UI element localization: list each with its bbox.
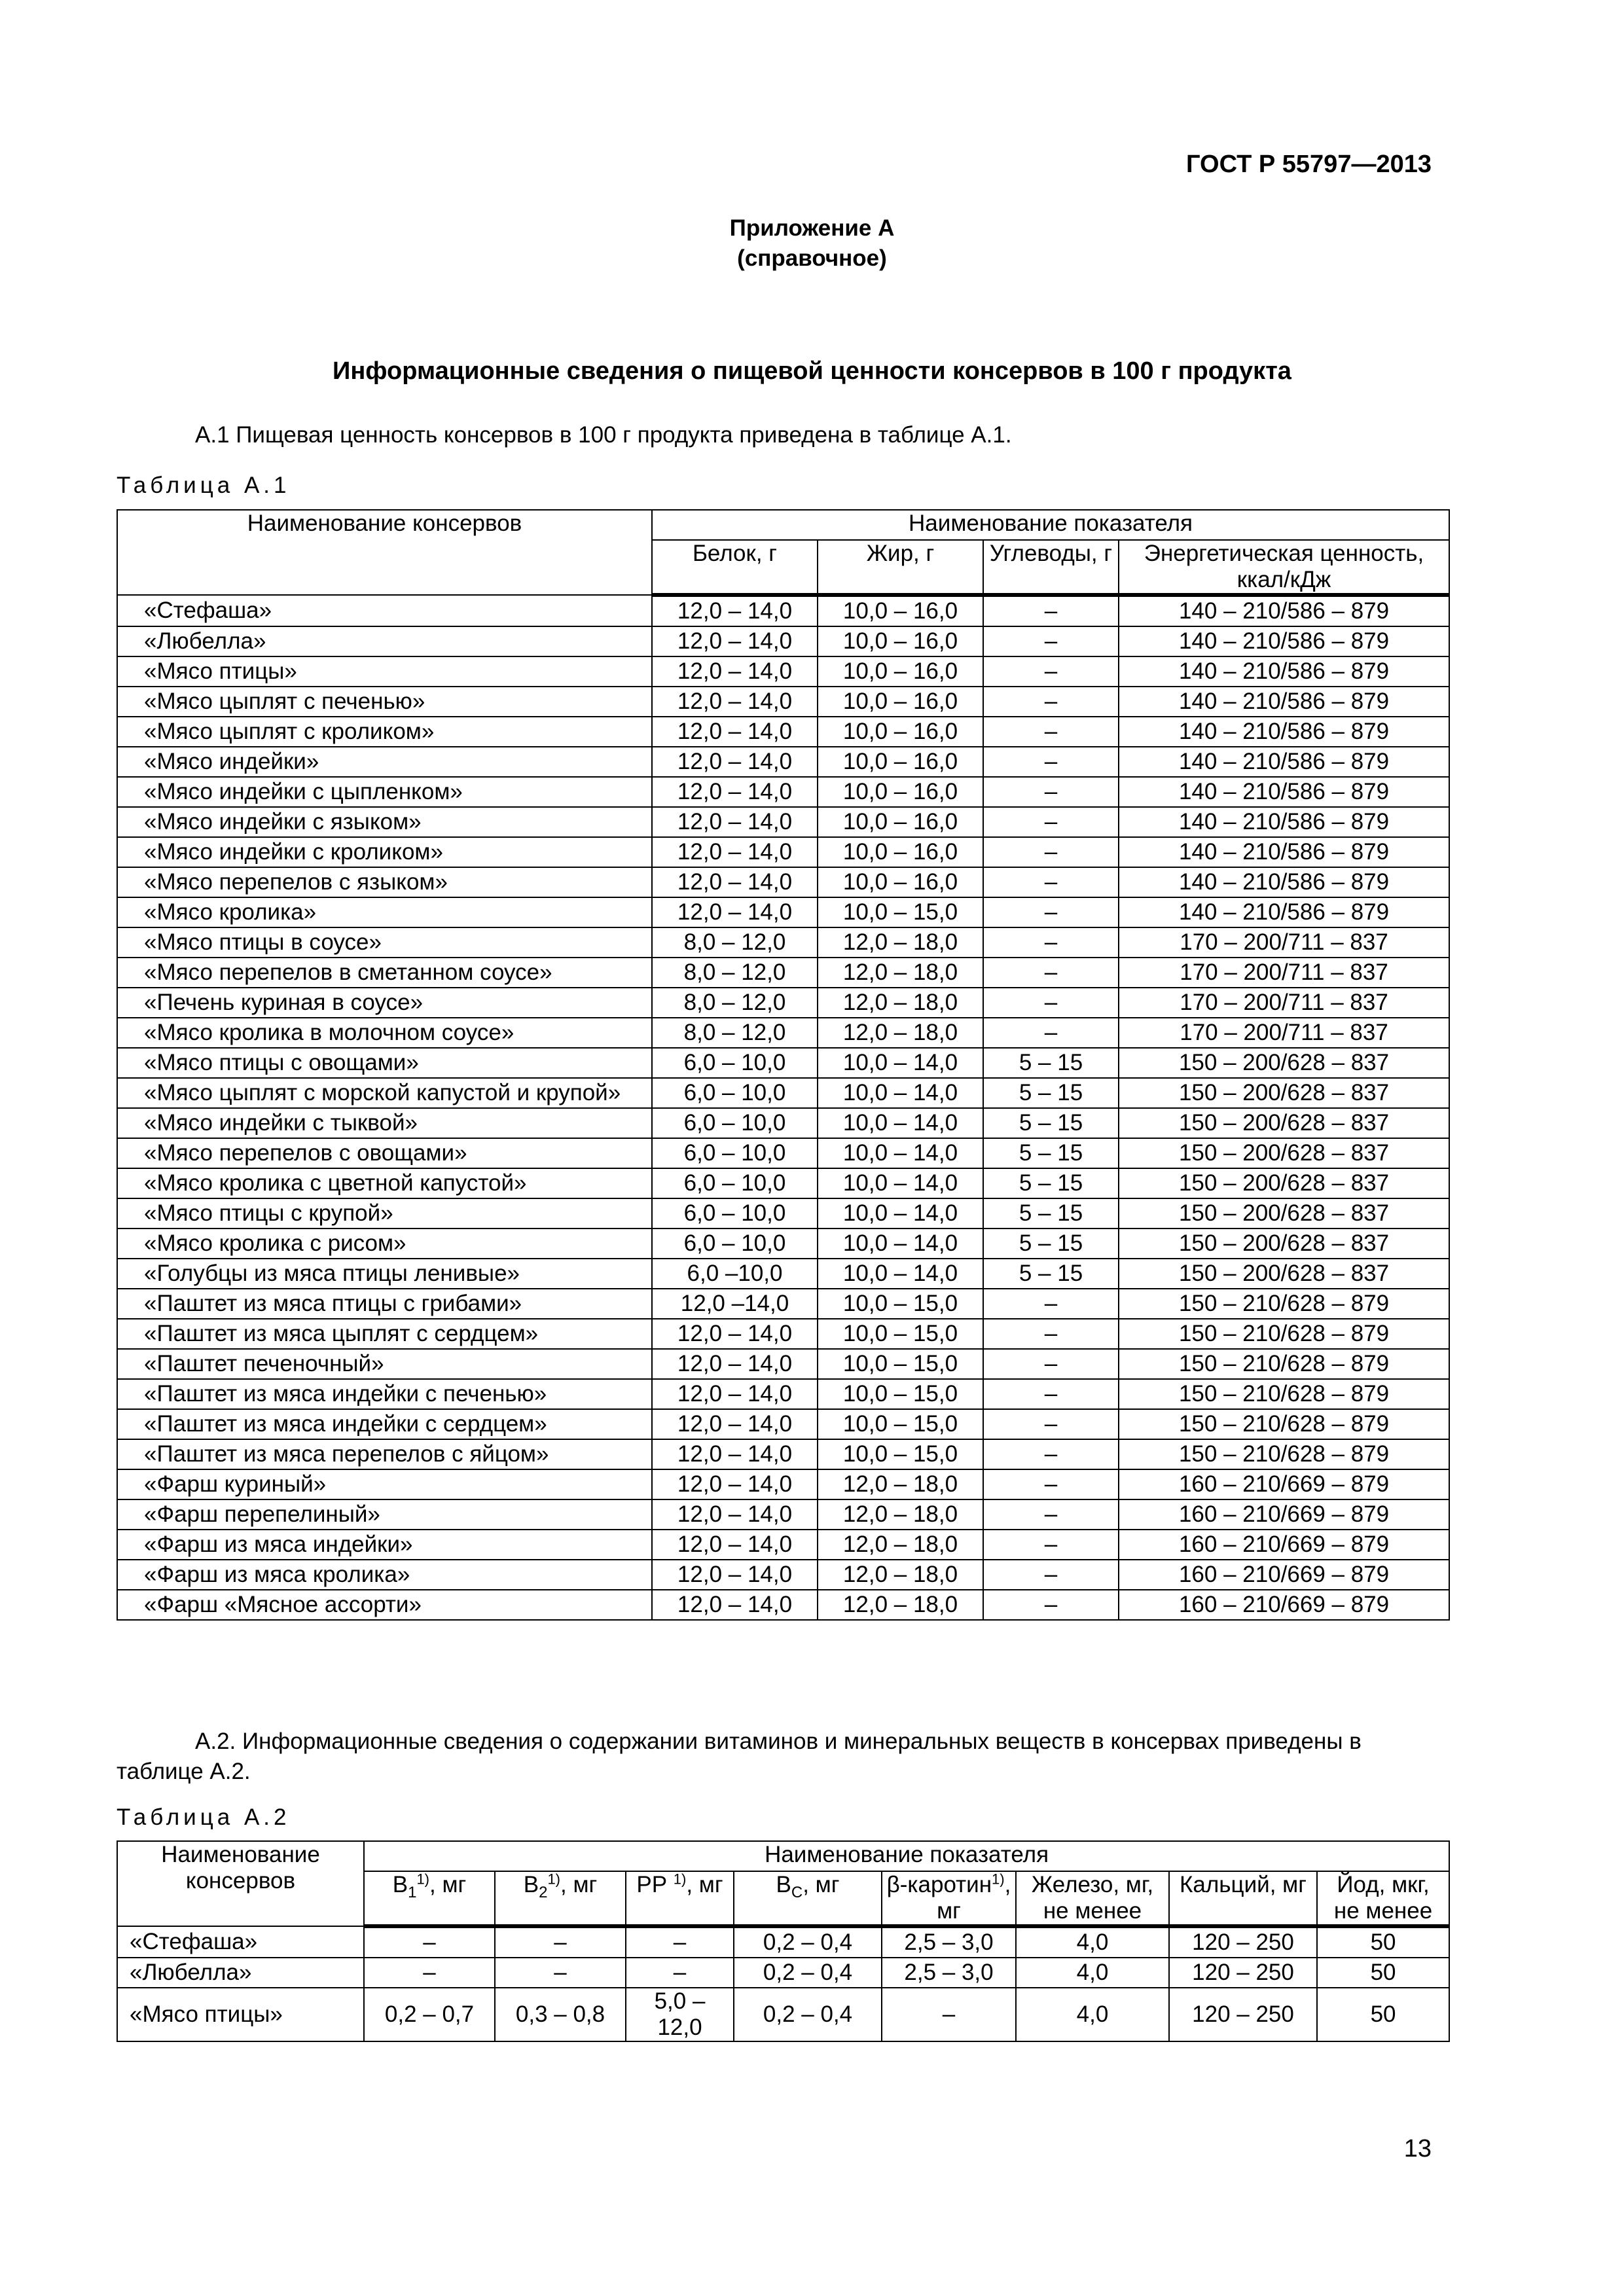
table-a1-row: [117, 687, 1449, 717]
protein-cell: 12,0 – 14,0: [652, 807, 818, 837]
protein-cell: 6,0 – 10,0: [652, 1048, 818, 1078]
document-number: ГОСТ Р 55797—2013: [1186, 151, 1432, 178]
energy-cell: 140 – 210/586 – 879: [1119, 807, 1449, 837]
protein-cell: 12,0 – 14,0: [652, 867, 818, 897]
carbs-cell: 5 – 15: [983, 1168, 1119, 1198]
energy-cell: 140 – 210/586 – 879: [1119, 837, 1449, 867]
table-a1-header-carbs: Углеводы, г: [983, 540, 1119, 595]
carbs-cell: 5 – 15: [983, 1198, 1119, 1229]
table-a1-header-group: Наименование показателя: [652, 510, 1449, 540]
protein-cell: 12,0 – 14,0: [652, 1349, 818, 1379]
product-name-cell: «Мясо индейки с цыпленком»: [117, 777, 652, 807]
protein-cell: 6,0 – 10,0: [652, 1138, 818, 1168]
table-a1-row: [117, 1409, 1449, 1439]
carbs-cell: –: [983, 1409, 1119, 1439]
product-name-cell: «Паштет из мяса цыплят с сердцем»: [117, 1319, 652, 1349]
protein-cell: 12,0 – 14,0: [652, 777, 818, 807]
protein-cell: 12,0 – 14,0: [652, 595, 818, 626]
vitamin-b2-cell: 0,3 – 0,8: [495, 1988, 626, 2041]
carbs-cell: –: [983, 1560, 1119, 1590]
fat-cell: 12,0 – 18,0: [818, 1530, 983, 1560]
table-a1-row: [117, 807, 1449, 837]
table-a1-row: [117, 1439, 1449, 1469]
energy-cell: 160 – 210/669 – 879: [1119, 1560, 1449, 1590]
table-a1-body: [117, 595, 1449, 1620]
protein-cell: 12,0 – 14,0: [652, 1530, 818, 1560]
protein-cell: 8,0 – 12,0: [652, 927, 818, 958]
table-a2-row: [117, 1926, 1449, 1958]
energy-cell: 170 – 200/711 – 837: [1119, 1018, 1449, 1048]
energy-cell: 150 – 200/628 – 837: [1119, 1198, 1449, 1229]
product-name-cell: «Паштет из мяса индейки с печенью»: [117, 1379, 652, 1409]
document-title: Информационные сведения о пищевой ценности консервов в 100 г продукта: [333, 357, 1291, 385]
protein-cell: 12,0 – 14,0: [652, 1469, 818, 1499]
iodine-cell: 50: [1317, 1926, 1449, 1958]
energy-cell: 150 – 210/628 – 879: [1119, 1319, 1449, 1349]
table-a1-row: [117, 1379, 1449, 1409]
carbs-cell: 5 – 15: [983, 1229, 1119, 1259]
product-name-cell: «Мясо кролика с рисом»: [117, 1229, 652, 1259]
table-a1-caption: Таблица А.1: [117, 473, 291, 498]
carbs-cell: –: [983, 656, 1119, 687]
table-a1-row: [117, 927, 1449, 958]
fat-cell: 10,0 – 16,0: [818, 747, 983, 777]
page-number: 13: [1403, 2135, 1432, 2162]
iodine-cell: 50: [1317, 1988, 1449, 2041]
table-a1-row: [117, 626, 1449, 656]
table-a2-body: [117, 1926, 1449, 2041]
product-name-cell: «Фарш перепелиный»: [117, 1499, 652, 1530]
fat-cell: 12,0 – 18,0: [818, 1018, 983, 1048]
protein-cell: 12,0 – 14,0: [652, 687, 818, 717]
protein-cell: 12,0 – 14,0: [652, 1560, 818, 1590]
table-a2-header-b1: $В_1^{1)}$, мг: [364, 1871, 495, 1926]
product-name-cell: «Фарш из мяса кролика»: [117, 1560, 652, 1590]
table-a1-row: [117, 988, 1449, 1018]
vitamin-b2-cell: –: [495, 1926, 626, 1958]
product-name-cell: «Мясо кролика с цветной капустой»: [117, 1168, 652, 1198]
product-name-cell: «Стефаша»: [117, 595, 652, 626]
calcium-cell: 120 – 250: [1169, 1988, 1317, 2041]
table-a2-header-beta-carotene: β-каротин$^{1)}$, мг: [882, 1871, 1016, 1926]
fat-cell: 10,0 – 16,0: [818, 807, 983, 837]
energy-cell: 140 – 210/586 – 879: [1119, 867, 1449, 897]
table-a1-row: [117, 1108, 1449, 1138]
fat-cell: 10,0 – 16,0: [818, 687, 983, 717]
table-a1-row: [117, 1499, 1449, 1530]
protein-cell: 8,0 – 12,0: [652, 988, 818, 1018]
product-name-cell: «Печень куриная в соусе»: [117, 988, 652, 1018]
table-a1-row: [117, 1138, 1449, 1168]
product-name-cell: «Мясо птицы с овощами»: [117, 1048, 652, 1078]
product-name-cell: «Голубцы из мяса птицы ленивые»: [117, 1259, 652, 1289]
protein-cell: 8,0 – 12,0: [652, 1018, 818, 1048]
fat-cell: 10,0 – 15,0: [818, 1319, 983, 1349]
product-name-cell: «Паштет из мяса перепелов с яйцом»: [117, 1439, 652, 1469]
vitamin-pp-cell: 5,0 – 12,0: [626, 1988, 734, 2041]
fat-cell: 12,0 – 18,0: [818, 927, 983, 958]
table-a2-row: [117, 1988, 1449, 2041]
energy-cell: 160 – 210/669 – 879: [1119, 1469, 1449, 1499]
carbs-cell: –: [983, 777, 1119, 807]
fat-cell: 10,0 – 15,0: [818, 1289, 983, 1319]
energy-cell: 140 – 210/586 – 879: [1119, 656, 1449, 687]
table-a2-header-name: Наименование консервов: [117, 1841, 364, 1926]
product-name-cell: «Мясо птицы»: [117, 656, 652, 687]
energy-cell: 140 – 210/586 – 879: [1119, 595, 1449, 626]
product-name-cell: «Мясо перепелов с овощами»: [117, 1138, 652, 1168]
energy-cell: 160 – 210/669 – 879: [1119, 1530, 1449, 1560]
table-a1-row: [117, 747, 1449, 777]
calcium-cell: 120 – 250: [1169, 1958, 1317, 1988]
fat-cell: 10,0 – 16,0: [818, 717, 983, 747]
fat-cell: 10,0 – 15,0: [818, 1349, 983, 1379]
table-a1-row: [117, 1289, 1449, 1319]
fat-cell: 10,0 – 16,0: [818, 656, 983, 687]
calcium-cell: 120 – 250: [1169, 1926, 1317, 1958]
table-a1-row: [117, 1530, 1449, 1560]
vitamin-pp-cell: –: [626, 1958, 734, 1988]
protein-cell: 12,0 – 14,0: [652, 626, 818, 656]
fat-cell: 12,0 – 18,0: [818, 1590, 983, 1620]
energy-cell: 150 – 200/628 – 837: [1119, 1138, 1449, 1168]
product-name-cell: «Мясо индейки»: [117, 747, 652, 777]
table-a1-row: [117, 1229, 1449, 1259]
energy-cell: 140 – 210/586 – 879: [1119, 897, 1449, 927]
carbs-cell: –: [983, 1379, 1119, 1409]
vitamin-b2-cell: –: [495, 1958, 626, 1988]
table-a1-header-fat: Жир, г: [818, 540, 983, 595]
product-name-cell: «Паштет печеночный»: [117, 1349, 652, 1379]
energy-cell: 150 – 200/628 – 837: [1119, 1168, 1449, 1198]
fat-cell: 10,0 – 16,0: [818, 777, 983, 807]
table-a2-header-group: Наименование показателя: [364, 1841, 1449, 1871]
table-a1-row: [117, 1349, 1449, 1379]
table-a1-row: [117, 1560, 1449, 1590]
energy-cell: 160 – 210/669 – 879: [1119, 1499, 1449, 1530]
protein-cell: 12,0 – 14,0: [652, 1439, 818, 1469]
protein-cell: 6,0 – 10,0: [652, 1108, 818, 1138]
energy-cell: 150 – 200/628 – 837: [1119, 1259, 1449, 1289]
table-a1-row: [117, 656, 1449, 687]
product-name-cell: «Мясо цыплят с морской капустой и крупой»: [117, 1078, 652, 1108]
energy-cell: 170 – 200/711 – 837: [1119, 958, 1449, 988]
protein-cell: 12,0 – 14,0: [652, 897, 818, 927]
appendix-heading: [0, 213, 1624, 274]
carbs-cell: 5 – 15: [983, 1108, 1119, 1138]
product-name-cell: «Мясо птицы с крупой»: [117, 1198, 652, 1229]
carbs-cell: –: [983, 988, 1119, 1018]
fat-cell: 10,0 – 16,0: [818, 867, 983, 897]
product-name-cell: «Мясо цыплят с печенью»: [117, 687, 652, 717]
fat-cell: 10,0 – 16,0: [818, 837, 983, 867]
energy-cell: 150 – 200/628 – 837: [1119, 1048, 1449, 1078]
fat-cell: 10,0 – 15,0: [818, 1409, 983, 1439]
table-a1-header-energy: Энергетическая ценность, ккал/кДж: [1119, 540, 1449, 595]
carbs-cell: –: [983, 1289, 1119, 1319]
carbs-cell: –: [983, 1499, 1119, 1530]
protein-cell: 12,0 – 14,0: [652, 747, 818, 777]
carbs-cell: 5 – 15: [983, 1048, 1119, 1078]
protein-cell: 6,0 – 10,0: [652, 1198, 818, 1229]
protein-cell: 6,0 –10,0: [652, 1259, 818, 1289]
table-a1-row: [117, 1168, 1449, 1198]
product-name-cell: «Паштет из мяса птицы с грибами»: [117, 1289, 652, 1319]
fat-cell: 10,0 – 16,0: [818, 595, 983, 626]
vitamin-bc-cell: 0,2 – 0,4: [734, 1958, 882, 1988]
product-name-cell: «Мясо цыплят с кроликом»: [117, 717, 652, 747]
product-name-cell: «Любелла»: [117, 626, 652, 656]
carbs-cell: –: [983, 626, 1119, 656]
energy-cell: 140 – 210/586 – 879: [1119, 626, 1449, 656]
vitamin-bc-cell: 0,2 – 0,4: [734, 1988, 882, 2041]
energy-cell: 150 – 210/628 – 879: [1119, 1439, 1449, 1469]
protein-cell: 6,0 – 10,0: [652, 1229, 818, 1259]
protein-cell: 12,0 – 14,0: [652, 1319, 818, 1349]
protein-cell: 12,0 – 14,0: [652, 1499, 818, 1530]
table-a1-row: [117, 595, 1449, 626]
carbs-cell: –: [983, 595, 1119, 626]
vitamin-b1-cell: –: [364, 1958, 495, 1988]
table-a1-header-name: Наименование консервов: [117, 510, 652, 595]
table-a1-row: [117, 1590, 1449, 1620]
product-name-cell: «Мясо кролика»: [117, 897, 652, 927]
paragraph-a2: А.2. Информационные сведения о содержании витаминов и минеральных веществ в консервах приведены в таблице А.2.: [117, 1729, 1362, 1784]
carbs-cell: 5 – 15: [983, 1078, 1119, 1108]
energy-cell: 150 – 200/628 – 837: [1119, 1229, 1449, 1259]
energy-cell: 140 – 210/586 – 879: [1119, 777, 1449, 807]
table-a2: [117, 1840, 1450, 2042]
fat-cell: 12,0 – 18,0: [818, 1499, 983, 1530]
fat-cell: 10,0 – 14,0: [818, 1198, 983, 1229]
protein-cell: 6,0 – 10,0: [652, 1168, 818, 1198]
protein-cell: 12,0 – 14,0: [652, 1590, 818, 1620]
product-name-cell: «Стефаша»: [117, 1926, 364, 1958]
product-name-cell: «Любелла»: [117, 1958, 364, 1988]
table-a2-row: [117, 1958, 1449, 1988]
carbs-cell: –: [983, 1530, 1119, 1560]
carbs-cell: –: [983, 1469, 1119, 1499]
vitamin-bc-cell: 0,2 – 0,4: [734, 1926, 882, 1958]
table-a1-row: [117, 1198, 1449, 1229]
fat-cell: 12,0 – 18,0: [818, 958, 983, 988]
beta-carotene-cell: 2,5 – 3,0: [882, 1958, 1016, 1988]
energy-cell: 150 – 210/628 – 879: [1119, 1289, 1449, 1319]
product-name-cell: «Мясо перепелов в сметанном соусе»: [117, 958, 652, 988]
table-a1-row: [117, 897, 1449, 927]
energy-cell: 150 – 200/628 – 837: [1119, 1078, 1449, 1108]
iodine-cell: 50: [1317, 1958, 1449, 1988]
carbs-cell: –: [983, 807, 1119, 837]
energy-cell: 150 – 200/628 – 837: [1119, 1108, 1449, 1138]
product-name-cell: «Мясо кролика в молочном соусе»: [117, 1018, 652, 1048]
fat-cell: 10,0 – 14,0: [818, 1048, 983, 1078]
iron-cell: 4,0: [1016, 1988, 1169, 2041]
product-name-cell: «Мясо птицы в соусе»: [117, 927, 652, 958]
table-a1-row: [117, 1018, 1449, 1048]
table-a1-row: [117, 1469, 1449, 1499]
fat-cell: 10,0 – 14,0: [818, 1168, 983, 1198]
carbs-cell: –: [983, 1349, 1119, 1379]
energy-cell: 140 – 210/586 – 879: [1119, 747, 1449, 777]
protein-cell: 8,0 – 12,0: [652, 958, 818, 988]
table-a1-row: [117, 1078, 1449, 1108]
carbs-cell: –: [983, 867, 1119, 897]
fat-cell: 10,0 – 15,0: [818, 1379, 983, 1409]
table-a1-row: [117, 1319, 1449, 1349]
fat-cell: 10,0 – 14,0: [818, 1138, 983, 1168]
iron-cell: 4,0: [1016, 1926, 1169, 1958]
carbs-cell: –: [983, 958, 1119, 988]
beta-carotene-cell: 2,5 – 3,0: [882, 1926, 1016, 1958]
product-name-cell: «Мясо птицы»: [117, 1988, 364, 2041]
table-a1: [117, 509, 1450, 1621]
carbs-cell: –: [983, 927, 1119, 958]
fat-cell: 10,0 – 14,0: [818, 1078, 983, 1108]
fat-cell: 10,0 – 14,0: [818, 1259, 983, 1289]
table-a2-caption: Таблица А.2: [117, 1804, 291, 1830]
energy-cell: 170 – 200/711 – 837: [1119, 927, 1449, 958]
energy-cell: 140 – 210/586 – 879: [1119, 687, 1449, 717]
table-a1-row: [117, 1259, 1449, 1289]
fat-cell: 12,0 – 18,0: [818, 988, 983, 1018]
table-a1-row: [117, 958, 1449, 988]
table-a2-header-iron: Железо, мг, не менее: [1016, 1871, 1169, 1926]
protein-cell: 12,0 – 14,0: [652, 1379, 818, 1409]
protein-cell: 12,0 –14,0: [652, 1289, 818, 1319]
protein-cell: 12,0 – 14,0: [652, 837, 818, 867]
table-a1-row: [117, 867, 1449, 897]
appendix-type: (справочное): [737, 245, 887, 271]
protein-cell: 6,0 – 10,0: [652, 1078, 818, 1108]
product-name-cell: «Мясо индейки с языком»: [117, 807, 652, 837]
fat-cell: 10,0 – 15,0: [818, 897, 983, 927]
fat-cell: 12,0 – 18,0: [818, 1469, 983, 1499]
carbs-cell: –: [983, 687, 1119, 717]
vitamin-pp-cell: –: [626, 1926, 734, 1958]
product-name-cell: «Мясо индейки с тыквой»: [117, 1108, 652, 1138]
fat-cell: 10,0 – 15,0: [818, 1439, 983, 1469]
carbs-cell: 5 – 15: [983, 1259, 1119, 1289]
fat-cell: 12,0 – 18,0: [818, 1560, 983, 1590]
energy-cell: 160 – 210/669 – 879: [1119, 1590, 1449, 1620]
protein-cell: 12,0 – 14,0: [652, 717, 818, 747]
carbs-cell: –: [983, 1439, 1119, 1469]
table-a1-row: [117, 717, 1449, 747]
carbs-cell: –: [983, 717, 1119, 747]
carbs-cell: –: [983, 1018, 1119, 1048]
fat-cell: 10,0 – 16,0: [818, 626, 983, 656]
carbs-cell: –: [983, 1319, 1119, 1349]
product-name-cell: «Мясо перепелов с языком»: [117, 867, 652, 897]
energy-cell: 140 – 210/586 – 879: [1119, 717, 1449, 747]
energy-cell: 150 – 210/628 – 879: [1119, 1379, 1449, 1409]
fat-cell: 10,0 – 14,0: [818, 1229, 983, 1259]
product-name-cell: «Фарш куриный»: [117, 1469, 652, 1499]
carbs-cell: –: [983, 837, 1119, 867]
carbs-cell: –: [983, 1590, 1119, 1620]
vitamin-b1-cell: 0,2 – 0,7: [364, 1988, 495, 2041]
carbs-cell: 5 – 15: [983, 1138, 1119, 1168]
table-a1-row: [117, 777, 1449, 807]
iron-cell: 4,0: [1016, 1958, 1169, 1988]
carbs-cell: –: [983, 897, 1119, 927]
table-a2-header-b2: $В_2^{1)}$, мг: [495, 1871, 626, 1926]
table-a1-header-protein: Белок, г: [652, 540, 818, 595]
fat-cell: 10,0 – 14,0: [818, 1108, 983, 1138]
carbs-cell: –: [983, 747, 1119, 777]
protein-cell: 12,0 – 14,0: [652, 1409, 818, 1439]
table-a1-row: [117, 837, 1449, 867]
table-a2-header-bc: $В_С$, мг: [734, 1871, 882, 1926]
product-name-cell: «Фарш «Мясное ассорти»: [117, 1590, 652, 1620]
appendix-title: Приложение А: [729, 215, 895, 241]
paragraph-a1: А.1 Пищевая ценность консервов в 100 г продукта приведена в таблице А.1.: [195, 422, 1012, 448]
product-name-cell: «Фарш из мяса индейки»: [117, 1530, 652, 1560]
protein-cell: 12,0 – 14,0: [652, 656, 818, 687]
energy-cell: 170 – 200/711 – 837: [1119, 988, 1449, 1018]
vitamin-b1-cell: –: [364, 1926, 495, 1958]
energy-cell: 150 – 210/628 – 879: [1119, 1349, 1449, 1379]
product-name-cell: «Паштет из мяса индейки с сердцем»: [117, 1409, 652, 1439]
table-a1-row: [117, 1048, 1449, 1078]
product-name-cell: «Мясо индейки с кроликом»: [117, 837, 652, 867]
beta-carotene-cell: –: [882, 1988, 1016, 2041]
table-a2-header-pp: РР $^{1)}$, мг: [626, 1871, 734, 1926]
energy-cell: 150 – 210/628 – 879: [1119, 1409, 1449, 1439]
table-a2-header-calcium: Кальций, мг: [1169, 1871, 1317, 1926]
table-a2-header-iodine: Йод, мкг, не менее: [1317, 1871, 1449, 1926]
